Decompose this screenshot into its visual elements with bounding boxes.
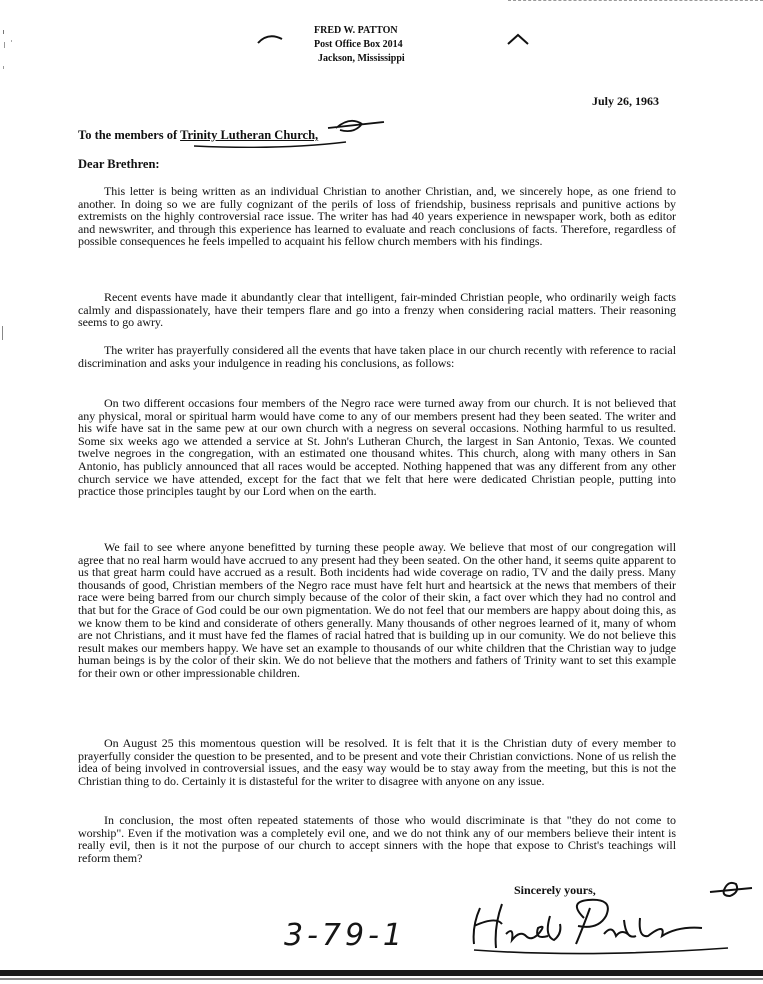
left-caret-mark — [256, 30, 286, 46]
hand-underline-mark — [190, 116, 390, 152]
body-paragraph: We fail to see where anyone benefitted by turning these people away. We believe that most of our congregation will agree that no real harm would have accrued to any present had they been seated. On the other hand, it seems quite apparent to us that great harm could have accrued as a result. Both incidents had wide coverage on radio, TV and the daily press. Many thousands of good, Christian members of the Negro race must have felt hurt and heartsick at the news that members of their race were being barred from our church simply because of the color of their skin, a fact over which they had no control and that but for the Grace of God could be our own pigmentation. We do not feel that our members are happy about doing this, as we know them to be kind and considerate of others generally. Many thousands of other negroes learned of it, many of whom are not Christians, and it must have fed the flames of racial hatred that is building up in our comunity. We do not believe this result makes our members happy. We have set an example to thousands of our white children that the Christian way to judge human beings is by the color of their skin. We do not believe that the mothers and fathers of Trinity want to set this example for their own or other impressionable children. — [78, 540, 676, 680]
letterhead — [314, 24, 405, 66]
letter-date: July 26, 1963 — [592, 94, 660, 108]
salutation: Dear Brethren: — [78, 157, 160, 171]
church-name: Trinity Lutheran Church, — [180, 128, 319, 142]
letterhead-address2: Jackson, Mississippi — [318, 53, 405, 64]
body-paragraph: On two different occasions four members of the Negro race were turned away from our church. It is not believed that any physical, moral or spiritual harm would have come to any of our members present had they been seated. The writer and his wife have sat in the same pew at our own church with a negress on several occasions. Nothing harmful to us resulted. Some six weeks ago we attended a service at St. John's Lutheran Church, the largest in San Antonio, Texas. We counted twelve negroes in the congregation, with an estimated one thousand whites. This church, along with many others in San Antonio, has publicly announced that all races would be accepted. Nothing happened that was any different from any other church service we have attended, except for the fact that we felt that here were dedicated Christian people, putting into practice those principles taught by our Lord when on the earth. — [78, 396, 676, 499]
signature — [466, 896, 736, 966]
letterhead-name: FRED W. PATTON — [314, 25, 398, 36]
address-prefix: To the members of — [78, 128, 181, 142]
scan-dotted-edge — [508, 0, 763, 3]
body-paragraph: This letter is being written as an individual Christian to another Christian, and, we sincerely hope, as one friend to another. In doing so we are fully cognizant of the perils of loss of friendship, business reprisals and punitive actions by extremists on the highly controversial race issue. The writer has had 40 years experience in newspaper work, both as editor and newswriter, and through this experience has learned to evaluate and reach conclusions of facts. Therefore, regardless of possible consequences he feels impelled to acquaint his fellow church members with his findings. — [78, 184, 676, 249]
body-paragraph: On August 25 this momentous question will be resolved. It is felt that it is the Christian duty of every member to prayerfully consider the question to be presented, and to be present and vote their Christian convictions. None of us relish the idea of being involved in controversial issues, and the easy way would be to stay away from the meeting, but this is not the Christian thing to do. Certainly it is distasteful for the writer to disagree with anyone on any issue. — [78, 736, 676, 788]
scan-specks — [0, 0, 20, 400]
right-caret-mark — [506, 32, 532, 48]
scan-bottom-edge — [0, 970, 763, 976]
body-paragraph: Recent events have made it abundantly clear that intelligent, fair-minded Christian people, who ordinarily weigh facts calmly and dispassionately, have their tempers flare and go into a frenzy when considering racial matters. Their reasoning seems to go awry. — [78, 290, 676, 330]
scan-bottom-edge-light — [0, 978, 763, 980]
letterhead-address1: Post Office Box 2014 — [314, 39, 403, 50]
handwritten-number: 3-79-1 — [284, 918, 406, 953]
body-paragraph: The writer has prayerfully considered all the events that have taken place in our church recently with reference to racial discrimination and asks your indulgence in reading his conclusions, as follows: — [78, 343, 676, 370]
closing: Sincerely yours, — [514, 883, 596, 897]
body-paragraph: In conclusion, the most often repeated statements of those who would discriminate is that "they do not come to worship". Even if the motivation was a completely evil one, and we do not think any of our members believe their intent is really evil, then is it not the purpose of our church to accept sinners with the hope that expose to Christ's teachings will reform them? — [78, 813, 676, 865]
